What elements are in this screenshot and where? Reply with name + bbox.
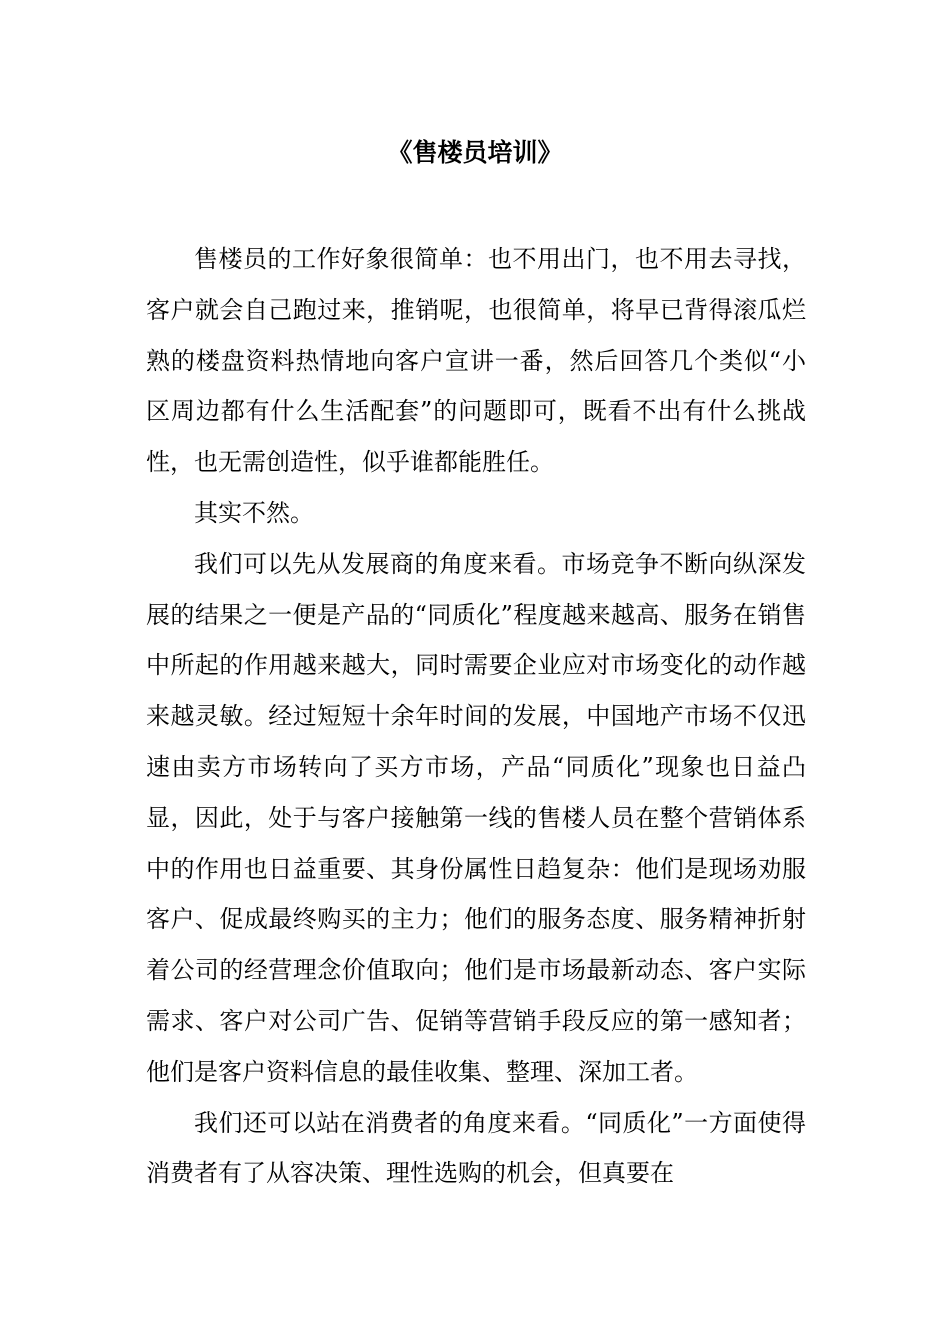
paragraph-3: 我们可以先从发展商的角度来看。市场竞争不断向纵深发展的结果之一便是产品的“同质化”程度越来越高、服务在销售中所起的作用越来越大，同时需要企业应对市场变化的动作越来越灵敏。经过短短十余年时间的发展，中国地产市场不仅迅速由卖方市场转向了买方市场，产品“同质化”现象也日益凸显，因此，处于与客户接触第一线的售楼人员在整个营销体系中的作用也日益重要、其身份属性日趋复杂：他们是现场劝服客户、促成最终购买的主力；他们的服务态度、服务精神折射着公司的经营理念价值取向；他们是市场最新动态、客户实际需求、客户对公司广告、促销等营销手段反应的第一感知者；他们是客户资料信息的最佳收集、整理、深加工者。	[146, 549, 806, 1086]
paragraph-1: 售楼员的工作好象很简单：也不用出门，也不用去寻找，客户就会自己跑过来，推销呢，也很简单，将早已背得滚瓜烂熟的楼盘资料热情地向客户宣讲一番，然后回答几个类似“小区周边都有什么生活配套”的问题即可，既看不出有什么挑战性，也无需创造性，似乎谁都能胜任。	[146, 245, 806, 477]
paragraph-2: 其实不然。	[194, 498, 314, 527]
document-title: 《售楼员培训》	[387, 138, 563, 167]
document-body	[146, 234, 806, 1199]
paragraph-4: 我们还可以站在消费者的角度来看。“同质化”一方面使得消费者有了从容决策、理性选购的机会，但真要在	[146, 1108, 806, 1188]
